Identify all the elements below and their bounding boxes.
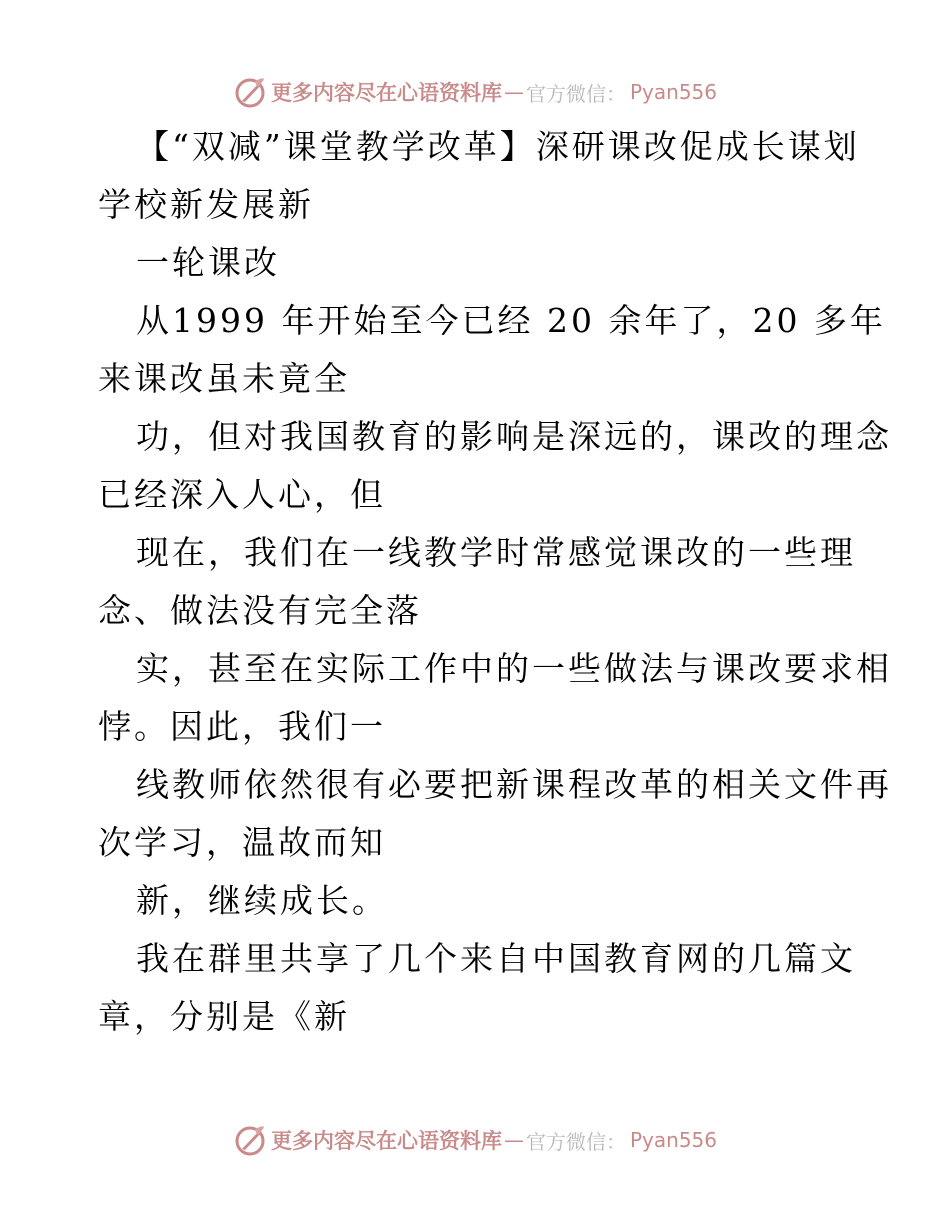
header-watermark <box>0 72 950 112</box>
paragraph-line: 功，但对我国教育的影响是深远的，课改的理念 <box>136 417 892 456</box>
paragraph-line: 新，继续成长。 <box>136 881 388 920</box>
footer-watermark <box>0 1120 950 1160</box>
document-body <box>98 118 892 1046</box>
watermark-dash: — <box>503 80 524 104</box>
paragraph-line: 线教师依然很有必要把新课程改革的相关文件再 <box>136 765 892 804</box>
feather-pen-seal-icon <box>233 1123 267 1157</box>
paragraph-line: 念、做法没有完全落 <box>98 591 422 630</box>
watermark-wechat-label: 官方微信： <box>525 81 626 106</box>
paragraph-line: 从1999 年开始至今已经 20 余年了，20 多年 <box>136 301 886 340</box>
doc-title-line-2: 学校新发展新 <box>98 185 314 224</box>
watermark-dash: — <box>503 1128 524 1152</box>
paragraph-line: 实，甚至在实际工作中的一些做法与课改要求相 <box>136 649 892 688</box>
paragraph-line: 现在，我们在一线教学时常感觉课改的一些理 <box>136 533 856 572</box>
watermark-wechat-id: Pyan556 <box>629 1128 717 1152</box>
paragraph-line: 一轮课改 <box>136 243 280 282</box>
watermark-wechat-label: 官方微信： <box>525 1129 626 1154</box>
watermark-site-name: 更多内容尽在心语资料库 <box>270 1128 502 1153</box>
doc-title-line-1: 【“双减”课堂教学改革】深研课改促成长谋划 <box>136 127 860 166</box>
watermark-wechat-id: Pyan556 <box>629 80 717 104</box>
paragraph-line: 悖。因此，我们一 <box>98 707 386 746</box>
paragraph-line: 来课改虽未竟全 <box>98 359 350 398</box>
feather-pen-seal-icon <box>233 75 267 109</box>
paragraph-line: 已经深入人心，但 <box>98 475 386 514</box>
paragraph-line: 次学习，温故而知 <box>98 823 386 862</box>
watermark-site-name: 更多内容尽在心语资料库 <box>270 80 502 105</box>
paragraph-line: 章，分别是《新 <box>98 997 350 1036</box>
paragraph-line: 我在群里共享了几个来自中国教育网的几篇文 <box>136 939 856 978</box>
